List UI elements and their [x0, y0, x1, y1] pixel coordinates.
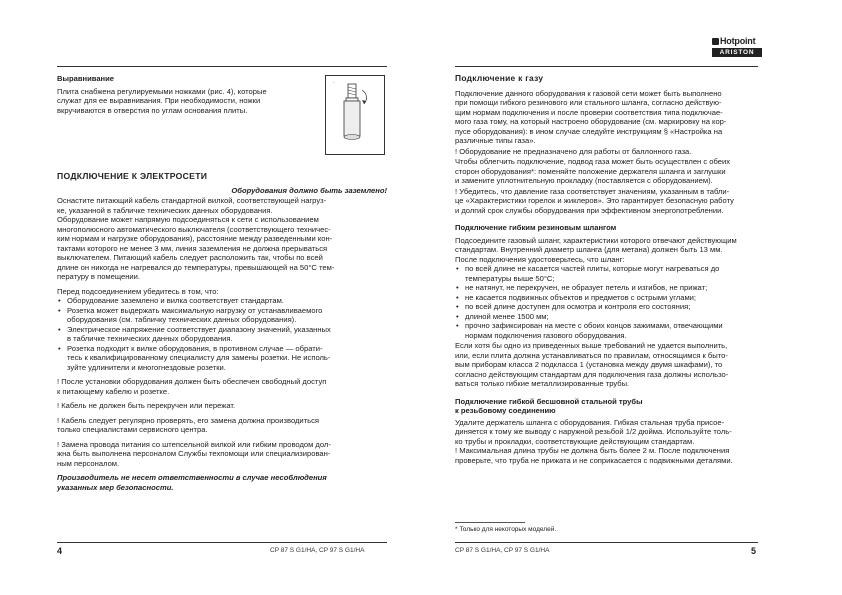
- list-item: • Оборудование заземлено и вилка соответствует стандартам.: [57, 296, 387, 306]
- hotpoint-logo-icon: [712, 38, 719, 45]
- note-twist: ! Кабель не должен быть перекручен или пережат.: [57, 401, 236, 410]
- list-item: • Розетка может выдержать максимальную нагрузку от устанавливаемого оборудования (см. табличку технических данных оборудования).: [57, 306, 387, 325]
- rubber-hose-para: Подсоедините газовый шланг, характеристики которого отвечают действующим стандартам. Внутренний диаметр шланга (для метана) должен быть 13 мм. После подключения удостоверьтесь, что шланг:: [455, 235, 737, 264]
- svg-text:·: ·: [333, 80, 335, 86]
- list-item: • прочно зафиксирован на месте с обоих концов зажимами, отвечающими нормам подключения газового оборудования.: [455, 321, 758, 340]
- model-left: CP 87 S G1/HA, CP 97 S G1/HA: [270, 547, 365, 554]
- gas-para: Подключение данного оборудования к газовой сети может быть выполнено при помощи гибкого резинового или стального шланга, согласно действую- щим нормам подключения и после проверки соответствия типа подключае- мого газа тому, на который настроено оборудование (см. маркировку на кор- пусе оборудования): в ином случае следуйте инструкциям § «Настройка на различные типы газа».: [455, 88, 727, 145]
- left-bottom-rule: [57, 542, 387, 543]
- note-replace: ! Замена провода питания со штепсельной вилкой или гибким проводом дол- жна быть выполнена персоналом Службы техпомощи или специализирован- ным персоналом.: [57, 439, 331, 468]
- grounding-warning: Оборудования должно быть заземлено!: [231, 185, 387, 195]
- electric-para: Оснастите питающий кабель стандартной вилкой, соответствующей нагруз- ке, указанной в табличке технических данных оборудования. Оборудование может напрямую подсоединяться к сети с использованием многополюсного автоматического выключателя (соответствующего техничес- ким нормам и нагрузке оборудования), расстояние между разведенными кон- тактами которого не менее 3 мм, линия заземления не должна прерываться выключателем. Питающий кабель следует расположить так, чтобы по всей длине он никогда не нагревался до температуры, превышающей на 50°С тем- пературу в помещении.: [57, 196, 335, 281]
- list-item: • Розетка подходит к вилке оборудования, в противном случае — обрати- тесь к квалифицированному специалисту для замены розетки. Не исполь- зуйте удлинители и многогнездовые розетки.: [57, 344, 387, 373]
- electric-title: ПОДКЛЮЧЕНИЕ К ЭЛЕКТРОСЕТИ: [57, 171, 208, 181]
- footnote: * Только для некоторых моделей.: [455, 526, 557, 533]
- list-item: • по всей длине доступен для осмотра и контроля его состояния;: [455, 302, 758, 312]
- left-column: [57, 70, 387, 492]
- leveling-title: Выравнивание: [57, 74, 115, 83]
- check-intro: Перед подсоединением убедитесь в том, что:: [57, 286, 219, 296]
- electric-check-list: [57, 296, 387, 372]
- left-top-rule: [57, 66, 387, 67]
- list-item: • по всей длине не касается частей плиты, которые могут нагреваться до температуры выше 50°С;: [455, 264, 758, 283]
- list-item: • Электрическое напряжение соответствует диапазону значений, указанных в табличке технических данных оборудования.: [57, 325, 387, 344]
- brand-logo: [712, 36, 762, 57]
- leveling-text: Плита снабжена регулируемыми ножками (рис. 4), которые служат для ее выравнивания. При необходимости, ножки вкручиваются в отверстия по углам основания плиты.: [57, 86, 267, 115]
- list-item: • длиной менее 1500 мм;: [455, 312, 758, 322]
- page-number-right: 5: [751, 546, 757, 556]
- gas-title: Подключение к газу: [455, 73, 544, 83]
- brand-name: Hotpoint: [720, 36, 756, 46]
- page-number-left: 4: [57, 546, 63, 556]
- brand-sub: ARISTON: [712, 48, 762, 57]
- right-top-rule: [455, 66, 758, 67]
- gas-para-sides: Чтобы облегчить подключение, подвод газа может быть осуществлен с обеих сторон оборудования*: поменяйте положение держателя шланга и заглушки и замените уплотнительную прокладку (поставляется с оборудованием).: [455, 157, 731, 185]
- model-right: CP 87 S G1/HA, CP 97 S G1/HA: [455, 547, 550, 554]
- rubber-hose-title: Подключение гибким резиновым шлангом: [455, 223, 617, 232]
- steel-pipe-para: Удалите держатель шланга с оборудования. Гибкая стальная труба присое- диняется к тому же выводу с наружной резьбой 1/2 дюйма. Используйте толь- ко трубы и прокладки, соответствующие действующим стандартам. ! Максимальная длина трубы не должна быть более 2 м. После подключения проверьте, что труба не прижата и не соприкасается с подвижными деталями.: [455, 417, 733, 465]
- right-column: [455, 70, 758, 465]
- footnote-rule: [455, 522, 525, 523]
- gas-note-cylinder: ! Оборудование не предназначено для работы от баллонного газа.: [455, 146, 692, 156]
- rubber-hose-list: [455, 264, 758, 340]
- note-inspect: ! Кабель следует регулярно проверять, его замена должна производиться только специалистами сервисного центра.: [57, 415, 320, 434]
- note-access: ! После установки оборудования должен быть обеспечен свободный доступ к питающему кабелю и розетке.: [57, 377, 327, 396]
- rubber-hose-after: Если хотя бы одно из приведенных выше требований не удается выполнить, или, если плита должна устанавливаться по правилам, относящимся к быто- вым приборам класса 2 подкласса 1 (установка между двумя шкафами), то согласно действующим стандартам для подключения газа должны использо- ваться только гибкие металлизированные трубы.: [455, 341, 729, 388]
- disclaimer: Производитель не несет ответственности в случае несоблюдения указанных мер безопасности.: [57, 473, 327, 492]
- steel-pipe-title: Подключение гибкой бесшовной стальной трубы к резьбовому соединению: [455, 396, 643, 415]
- right-bottom-rule: [455, 542, 758, 543]
- list-item: • не касается подвижных объектов и предметов с острыми углами;: [455, 293, 758, 303]
- list-item: • не натянут, не перекручен, не образует петель и изгибов, не прижат;: [455, 283, 758, 293]
- gas-note-pressure: ! Убедитесь, что давление газа соответствует значениям, указанным в табли- це «Характеристики горелок и жиклеров». Это гарантирует безопасную работу и долгий срок службы оборудования при эффективном энергопотреблении.: [455, 186, 734, 215]
